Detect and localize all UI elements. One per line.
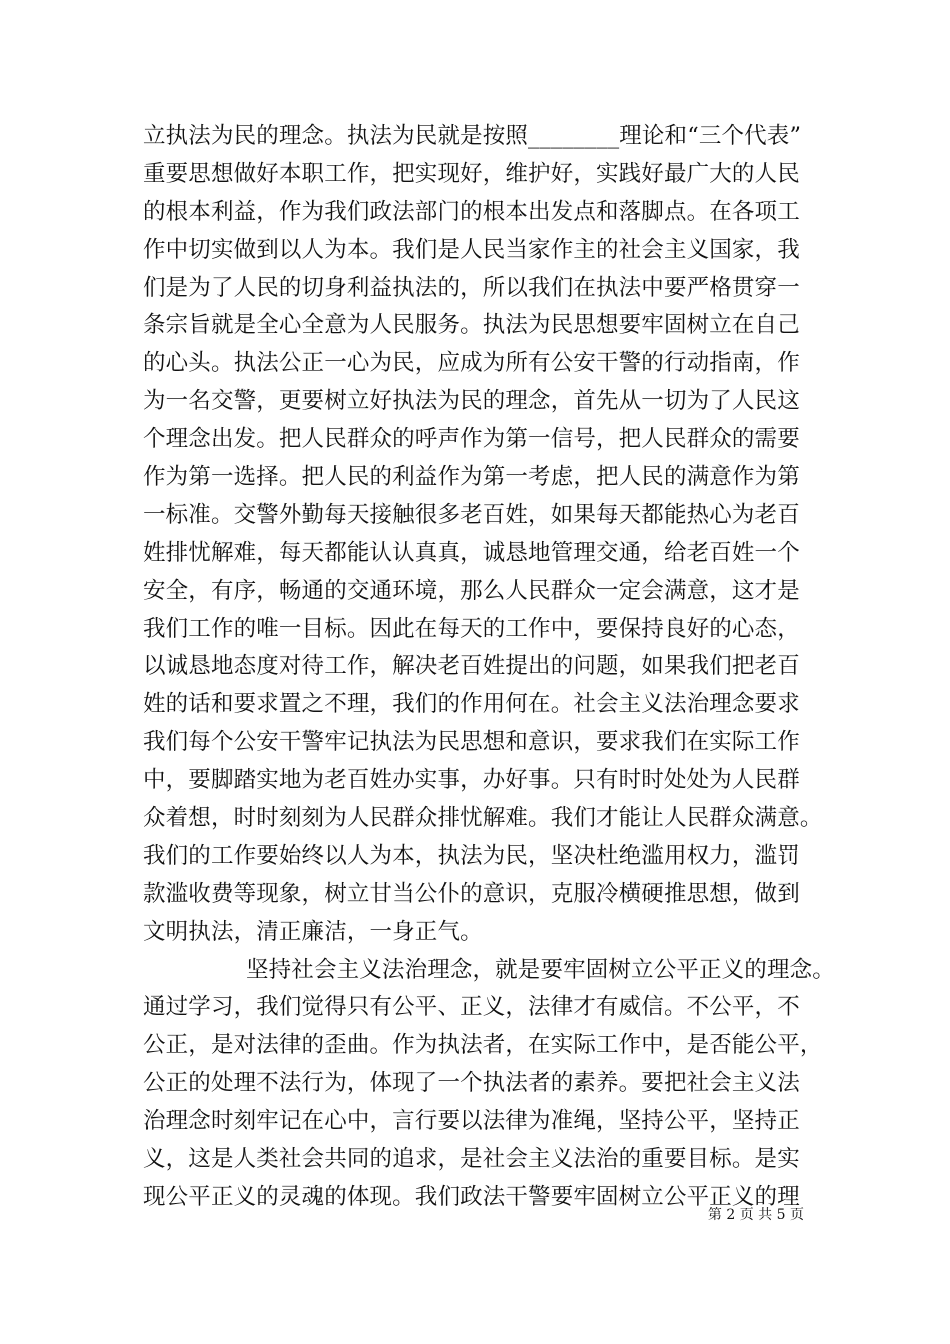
text-line: 以诚恳地态度对待工作，解决老百姓提出的问题，如果我们把老百 bbox=[143, 653, 800, 680]
text-line: 公正，是对法律的歪曲。作为执法者，在实际工作中，是否能公平， bbox=[143, 1032, 823, 1059]
text-line: 条宗旨就是全心全意为人民服务。执法为民思想要牢固树立在自己 bbox=[143, 312, 800, 339]
text-line: 公正的处理不法行为，体现了一个执法者的素养。要把社会主义法 bbox=[143, 1070, 800, 1097]
text-line: 治理念时刻牢记在心中，言行要以法律为准绳，坚持公平，坚持正 bbox=[143, 1108, 800, 1135]
text-line: 文明执法，清正廉洁，一身正气。 bbox=[143, 918, 483, 945]
text-line: 的根本利益，作为我们政法部门的根本出发点和落脚点。在各项工 bbox=[143, 198, 800, 225]
paragraph-start-line: 坚持社会主义法治理念，就是要牢固树立公平正义的理念。 bbox=[246, 956, 835, 983]
text-line: 姓的话和要求置之不理，我们的作用何在。社会主义法治理念要求 bbox=[143, 691, 800, 718]
text-line: 作中切实做到以人为本。我们是人民当家作主的社会主义国家，我 bbox=[143, 236, 800, 263]
text-line: 我们的工作要始终以人为本，执法为民，坚决杜绝滥用权力，滥罚 bbox=[143, 842, 800, 869]
text-line: 义，这是人类社会共同的追求，是社会主义法治的重要目标。是实 bbox=[143, 1146, 800, 1173]
text-line: 中，要脚踏实地为老百姓办实事，办好事。只有时时处处为人民群 bbox=[143, 767, 800, 794]
text-line: 款滥收费等现象，树立甘当公仆的意识，克服冷横硬推思想，做到 bbox=[143, 880, 800, 907]
text-line: 我们工作的唯一目标。因此在每天的工作中，要保持良好的心态， bbox=[143, 615, 800, 642]
text-line: 现公平正义的灵魂的体现。我们政法干警要牢固树立公平正义的理 bbox=[143, 1183, 800, 1210]
text-line: 立执法为民的理念。执法为民就是按照________理论和“三个代表” bbox=[143, 123, 802, 149]
text-line: 们是为了人民的切身利益执法的，所以我们在执法中要严格贯穿一 bbox=[143, 274, 800, 301]
text-line: 为一名交警，更要树立好执法为民的理念，首先从一切为了人民这 bbox=[143, 388, 800, 415]
text-line: 个理念出发。把人民群众的呼声作为第一信号，把人民群众的需要 bbox=[143, 426, 800, 453]
page-number: 第 2 页 共 5 页 bbox=[707, 1207, 804, 1223]
text-line: 作为第一选择。把人民的利益作为第一考虑，把人民的满意作为第 bbox=[143, 464, 800, 491]
text-line: 我们每个公安干警牢记执法为民思想和意识，要求我们在实际工作 bbox=[143, 729, 800, 756]
body-text bbox=[143, 118, 833, 1217]
text-line: 的心头。执法公正一心为民，应成为所有公安干警的行动指南，作 bbox=[143, 350, 800, 377]
text-line: 姓排忧解难，每天都能认认真真，诚恳地管理交通，给老百姓一个 bbox=[143, 539, 800, 566]
text-line: 通过学习，我们觉得只有公平、正义，法律才有威信。不公平，不 bbox=[143, 994, 800, 1021]
text-line: 重要思想做好本职工作，把实现好，维护好，实践好最广大的人民 bbox=[143, 160, 800, 187]
text-line: 一标准。交警外勤每天接触很多老百姓，如果每天都能热心为老百 bbox=[143, 501, 800, 528]
text-line: 众着想，时时刻刻为人民群众排忧解难。我们才能让人民群众满意。 bbox=[143, 805, 823, 832]
text-line: 安全，有序，畅通的交通环境，那么人民群众一定会满意，这才是 bbox=[143, 577, 800, 604]
